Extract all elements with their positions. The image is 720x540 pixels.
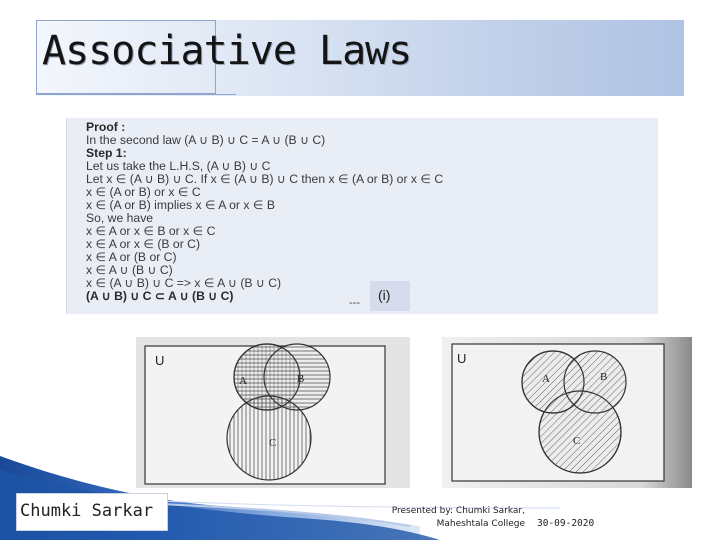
proof-line: So, we have xyxy=(86,211,154,225)
presented-line-2: Maheshtala College xyxy=(436,519,525,529)
venn-right-u-label: U xyxy=(457,351,467,366)
proof-text xyxy=(86,121,443,303)
proof-line: x ∈ A or x ∈ B or x ∈ C xyxy=(86,224,216,238)
presented-line-1: Presented by: Chumki Sarkar, xyxy=(391,506,525,516)
proof-line: x ∈ (A ∪ B) ∪ C => x ∈ A ∪ (B ∪ C) xyxy=(86,276,282,290)
proof-dash: --- xyxy=(349,297,360,309)
proof-line: In the second law (A ∪ B) ∪ C = A ∪ (B ∪ C) xyxy=(86,133,326,147)
venn-left-label-a: A xyxy=(239,375,247,387)
proof-line: x ∈ A or (B or C) xyxy=(86,250,177,264)
slide-date: 30-09-2020 xyxy=(537,518,595,529)
title-underline xyxy=(36,94,236,95)
proof-line: (A ∪ B) ∪ C ⊂ A ∪ (B ∪ C) xyxy=(86,289,234,303)
proof-line: x ∈ (A or B) or x ∈ C xyxy=(86,185,201,199)
proof-line: x ∈ (A or B) implies x ∈ A or x ∈ B xyxy=(86,198,275,212)
proof-line: x ∈ A ∪ (B ∪ C) xyxy=(86,263,173,277)
slide-title: Associative Laws xyxy=(42,28,412,74)
venn-right-circle-b xyxy=(564,351,626,413)
proof-line: x ∈ A or x ∈ (B or C) xyxy=(86,237,201,251)
venn-right-label-a: A xyxy=(542,373,550,385)
author-name: Chumki Sarkar xyxy=(20,501,154,521)
proof-line: Let x ∈ (A ∪ B) ∪ C. If x ∈ (A ∪ B) ∪ C then x ∈ (A or B) or x ∈ C xyxy=(86,172,444,186)
venn-right-label-b: B xyxy=(600,371,608,383)
venn-left-label-c: C xyxy=(269,437,277,449)
proof-line: Proof : xyxy=(86,120,126,134)
venn-left-u-label: U xyxy=(155,353,165,368)
proof-line: Step 1: xyxy=(86,146,127,160)
venn-right-label-c: C xyxy=(573,435,581,447)
venn-left-label-b: B xyxy=(297,373,305,385)
presented-by xyxy=(380,505,525,531)
proof-marker: (i) xyxy=(378,287,391,303)
proof-line: Let us take the L.H.S, (A ∪ B) ∪ C xyxy=(86,159,271,173)
